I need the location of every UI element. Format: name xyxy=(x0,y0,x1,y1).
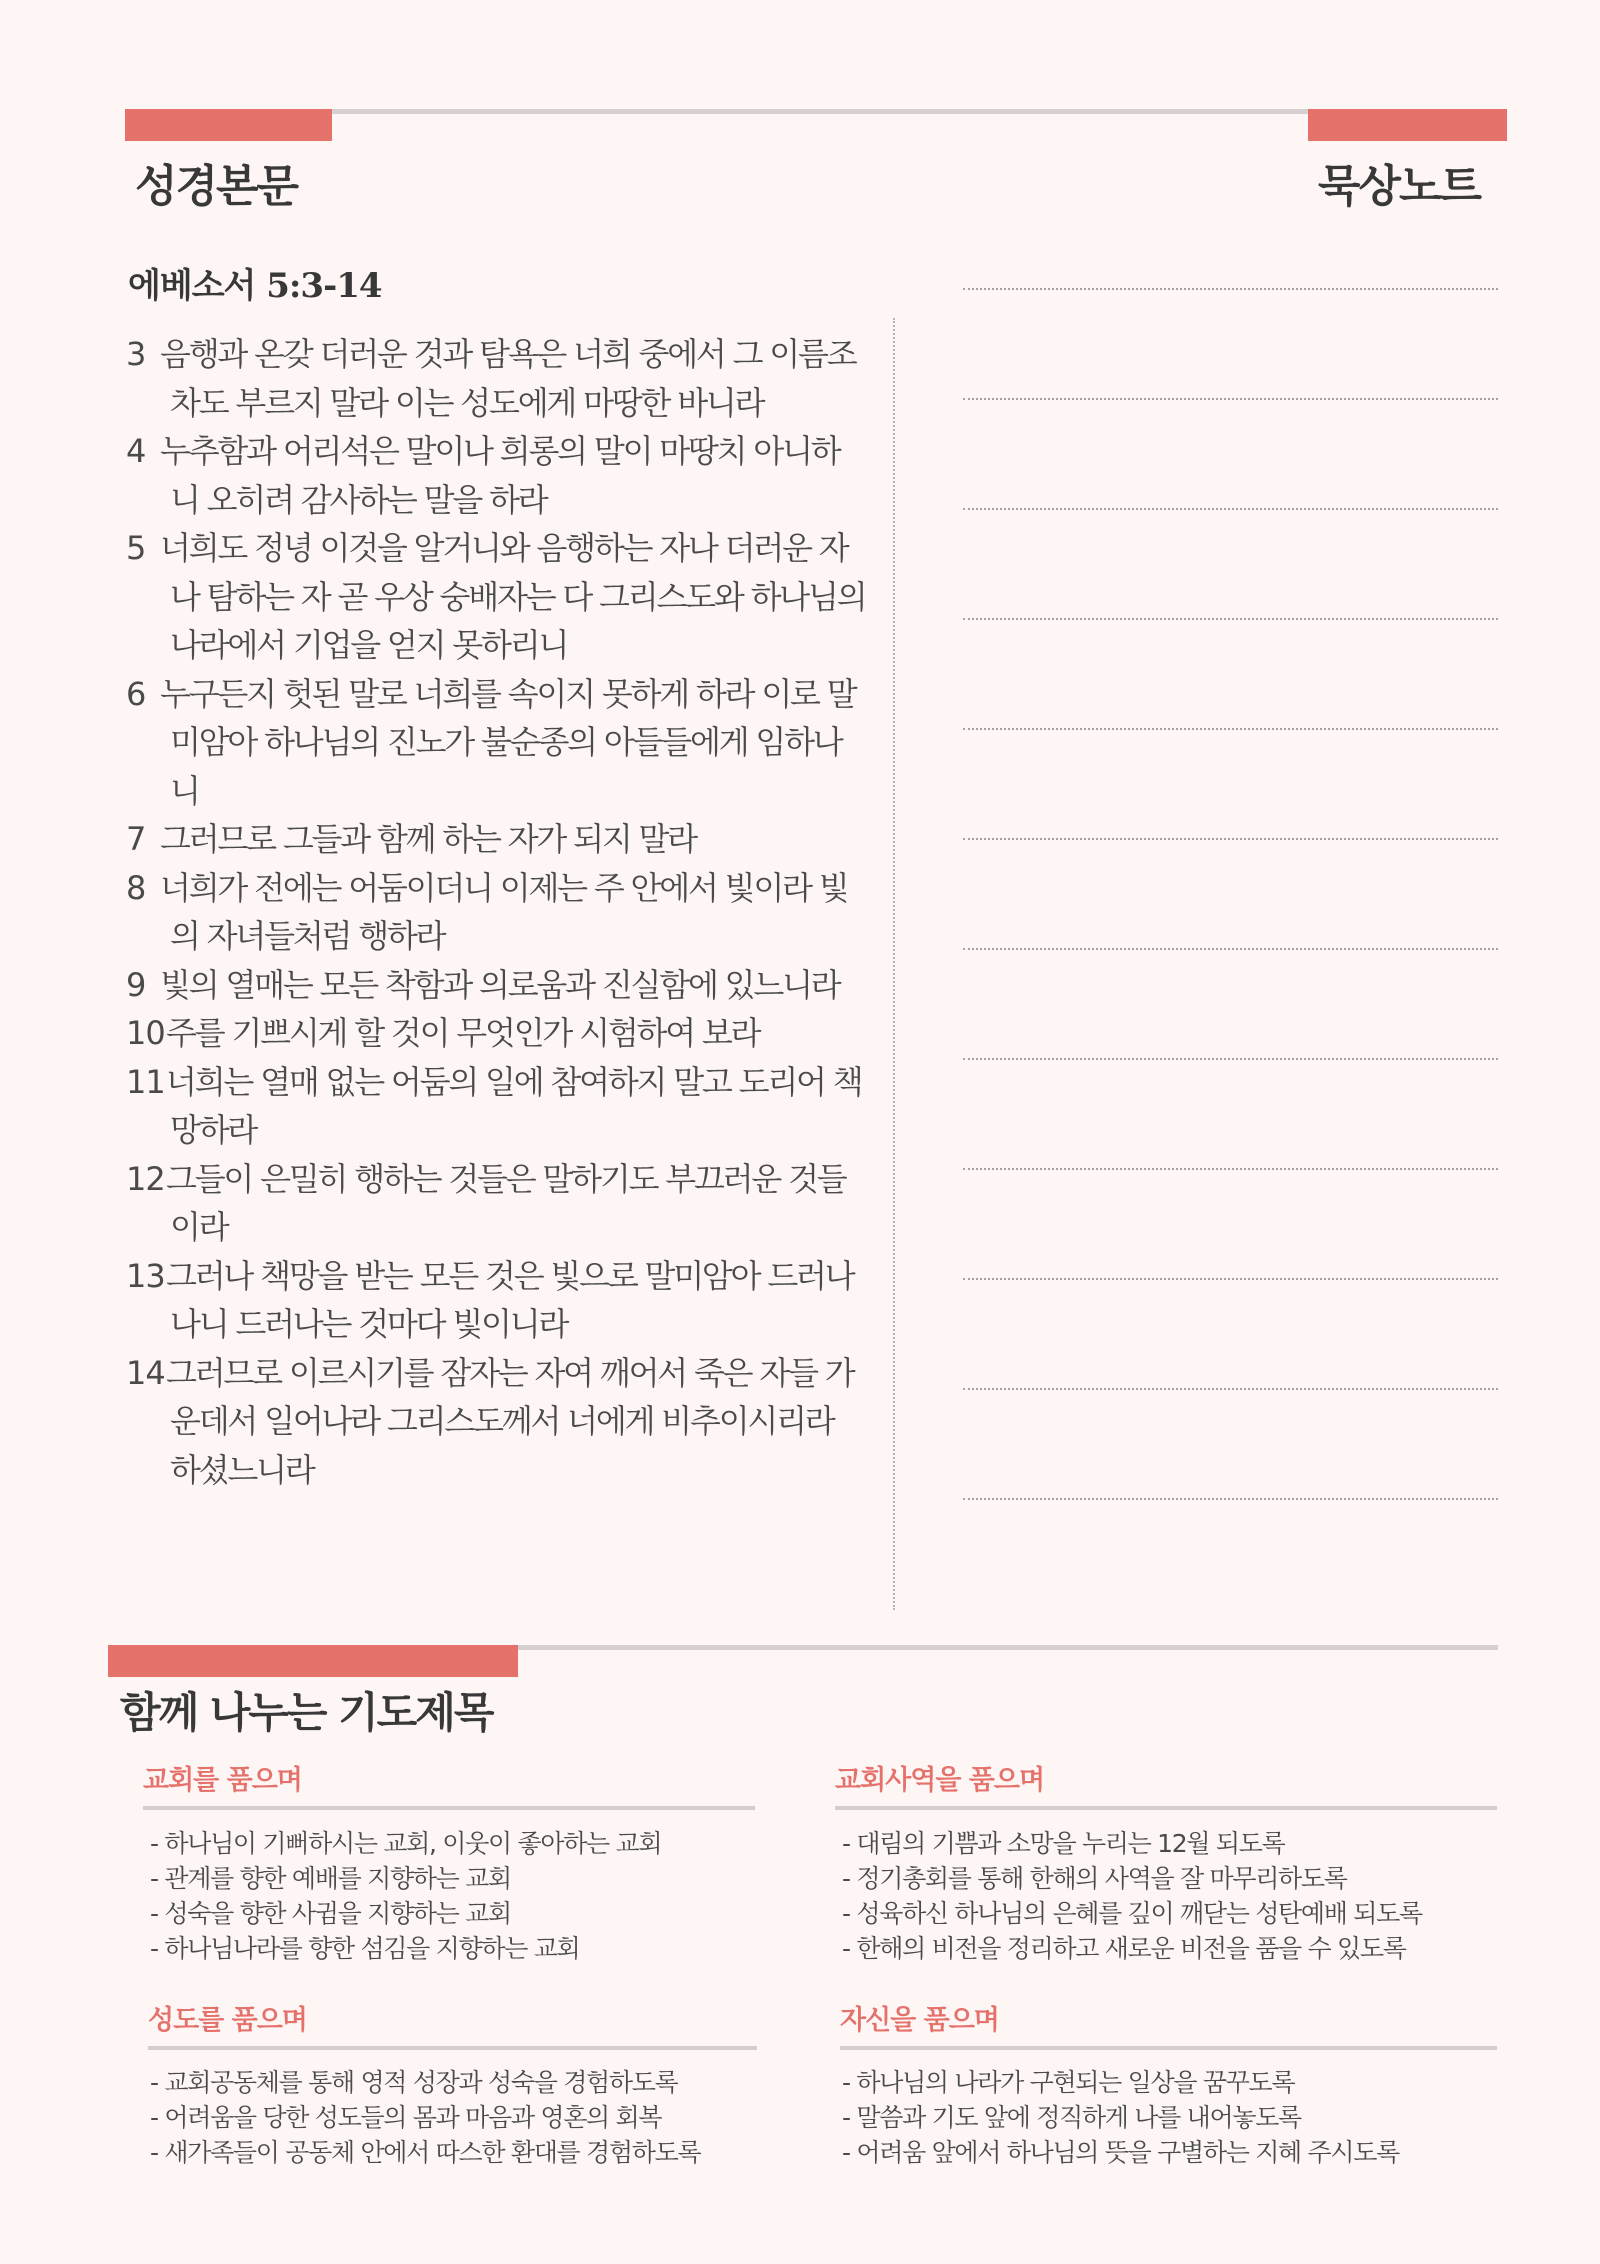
verse-text: 음행과 온갖 더러운 것과 탐욕은 너희 중에서 그 이름조차도 부르지 말라 이는 성도에게 마땅한 바니라 xyxy=(160,335,856,422)
prayer-item: - 하나님나라를 향한 섬김을 지향하는 교회 xyxy=(150,1934,580,1963)
verse-number: 10 xyxy=(126,1014,165,1052)
verse-text: 그러므로 이르시기를 잠자는 자여 깨어서 죽은 자들 가운데서 일어나라 그리스도께서 너에게 비추이시리라 하셨느니라 xyxy=(166,1353,854,1489)
verse-text: 빛의 열매는 모든 착함과 의로움과 진실함에 있느니라 xyxy=(160,965,840,1004)
prayer-item: - 정기총회를 통해 한해의 사역을 잘 마무리하도록 xyxy=(842,1864,1347,1893)
verse-number: 4 xyxy=(126,432,146,470)
prayer-category-ministry: 교회사역을 품으며 xyxy=(835,1765,1045,1796)
verse-text: 그러나 책망을 받는 모든 것은 빛으로 말미암아 드러나나니 드러나는 것마다 빛이니라 xyxy=(166,1256,854,1343)
verse xyxy=(126,961,866,1010)
meditation-note-lines xyxy=(963,288,1498,1608)
note-line xyxy=(963,1058,1498,1168)
prayer-item: - 어려움을 당한 성도들의 몸과 마음과 영혼의 회복 xyxy=(150,2103,662,2132)
category-rule xyxy=(143,1806,755,1810)
prayer-category-church: 교회를 품으며 xyxy=(143,1765,302,1796)
verse-text: 너희가 전에는 어둠이더니 이제는 주 안에서 빛이라 빛의 자녀들처럼 행하라 xyxy=(160,868,848,955)
verse xyxy=(126,1009,866,1058)
column-divider xyxy=(893,318,895,1610)
verse xyxy=(126,1155,866,1252)
verse xyxy=(126,427,866,524)
verse-text: 누추함과 어리석은 말이나 희롱의 말이 마땅치 아니하니 오히려 감사하는 말을 하라 xyxy=(160,432,840,519)
verse xyxy=(126,524,866,670)
verse xyxy=(126,330,866,427)
prayer-item: - 성육하신 하나님의 은혜를 깊이 깨닫는 성탄예배 되도록 xyxy=(842,1899,1422,1928)
verse-text: 너희도 정녕 이것을 알거니와 음행하는 자나 더러운 자나 탐하는 자 곧 우상 숭배자는 다 그리스도와 하나님의 나라에서 기업을 얻지 못하리니 xyxy=(160,529,866,664)
prayer-list-self xyxy=(842,2065,1399,2170)
verse-number: 5 xyxy=(126,529,146,567)
prayer-item: - 새가족들이 공동체 안에서 따스한 환대를 경험하도록 xyxy=(150,2138,701,2167)
prayer-list-church xyxy=(150,1826,661,1966)
verse-number: 8 xyxy=(126,868,146,907)
verse xyxy=(126,864,866,961)
verse xyxy=(126,1058,866,1155)
verse-text: 그러므로 그들과 함께 하는 자가 되지 말라 xyxy=(160,820,696,858)
note-line xyxy=(963,398,1498,508)
verse xyxy=(126,815,866,864)
meditation-section-title: 묵상노트 xyxy=(1318,161,1481,212)
verse-text: 누구든지 헛된 말로 너희를 속이지 못하게 하라 이로 말미암아 하나님의 진노가 불순종의 아들들에게 임하나니 xyxy=(160,674,856,810)
verse-number: 12 xyxy=(126,1159,165,1198)
prayer-item: - 어려움 앞에서 하나님의 뜻을 구별하는 지혜 주시도록 xyxy=(842,2138,1399,2167)
category-rule xyxy=(835,1806,1497,1810)
prayer-item: - 교회공동체를 통해 영적 성장과 성숙을 경험하도록 xyxy=(150,2068,678,2097)
prayer-list-ministry xyxy=(842,1826,1422,1966)
verse-text: 주를 기쁘시게 할 것이 무엇인가 시험하여 보라 xyxy=(166,1014,760,1052)
note-line xyxy=(963,288,1498,398)
verse xyxy=(126,670,866,816)
note-line xyxy=(963,1388,1498,1498)
prayer-category-self: 자신을 품으며 xyxy=(840,2005,999,2036)
note-line xyxy=(963,618,1498,728)
verse xyxy=(126,1349,866,1495)
note-line xyxy=(963,838,1498,948)
note-line xyxy=(963,728,1498,838)
category-rule xyxy=(148,2046,757,2050)
scripture-section-title: 성경본문 xyxy=(135,161,298,212)
verse-number: 13 xyxy=(126,1256,165,1295)
verse-number: 9 xyxy=(126,965,146,1004)
note-line xyxy=(963,1168,1498,1278)
verse-number: 14 xyxy=(126,1353,165,1392)
verse-text: 너희는 열매 없는 어둠의 일에 참여하지 말고 도리어 책망하라 xyxy=(166,1062,862,1149)
prayer-item: - 말씀과 기도 앞에 정직하게 나를 내어놓도록 xyxy=(842,2103,1301,2132)
prayer-item: - 성숙을 향한 사귐을 지향하는 교회 xyxy=(150,1899,511,1928)
verse-number: 6 xyxy=(126,674,146,713)
header-rule xyxy=(125,109,1505,114)
prayer-category-saints: 성도를 품으며 xyxy=(148,2005,307,2036)
note-line xyxy=(963,1498,1498,1608)
note-line xyxy=(963,948,1498,1058)
prayer-list-saints xyxy=(150,2065,700,2170)
prayer-item: - 한해의 비전을 정리하고 새로운 비전을 품을 수 있도록 xyxy=(842,1934,1406,1963)
prayer-item: - 하나님이 기뻐하시는 교회, 이웃이 좋아하는 교회 xyxy=(150,1829,662,1858)
note-line xyxy=(963,1278,1498,1388)
verse-list xyxy=(126,330,866,1494)
prayer-item: - 대림의 기쁨과 소망을 누리는 12월 되도록 xyxy=(842,1829,1285,1858)
prayer-section-title: 함께 나누는 기도제목 xyxy=(120,1688,493,1737)
scripture-reference: 에베소서 5:3-14 xyxy=(128,266,382,306)
scripture-accent-bar xyxy=(125,109,332,141)
verse xyxy=(126,1252,866,1349)
meditation-accent-bar xyxy=(1308,109,1507,141)
prayer-item: - 관계를 향한 예배를 지향하는 교회 xyxy=(150,1864,511,1893)
verse-number: 3 xyxy=(126,335,146,373)
verse-number: 7 xyxy=(126,820,146,858)
verse-text: 그들이 은밀히 행하는 것들은 말하기도 부끄러운 것들이라 xyxy=(166,1159,846,1246)
prayer-accent-bar xyxy=(108,1645,518,1677)
verse-number: 11 xyxy=(126,1062,165,1101)
category-rule xyxy=(840,2046,1497,2050)
prayer-item: - 하나님의 나라가 구현되는 일상을 꿈꾸도록 xyxy=(842,2068,1295,2097)
note-line xyxy=(963,508,1498,618)
